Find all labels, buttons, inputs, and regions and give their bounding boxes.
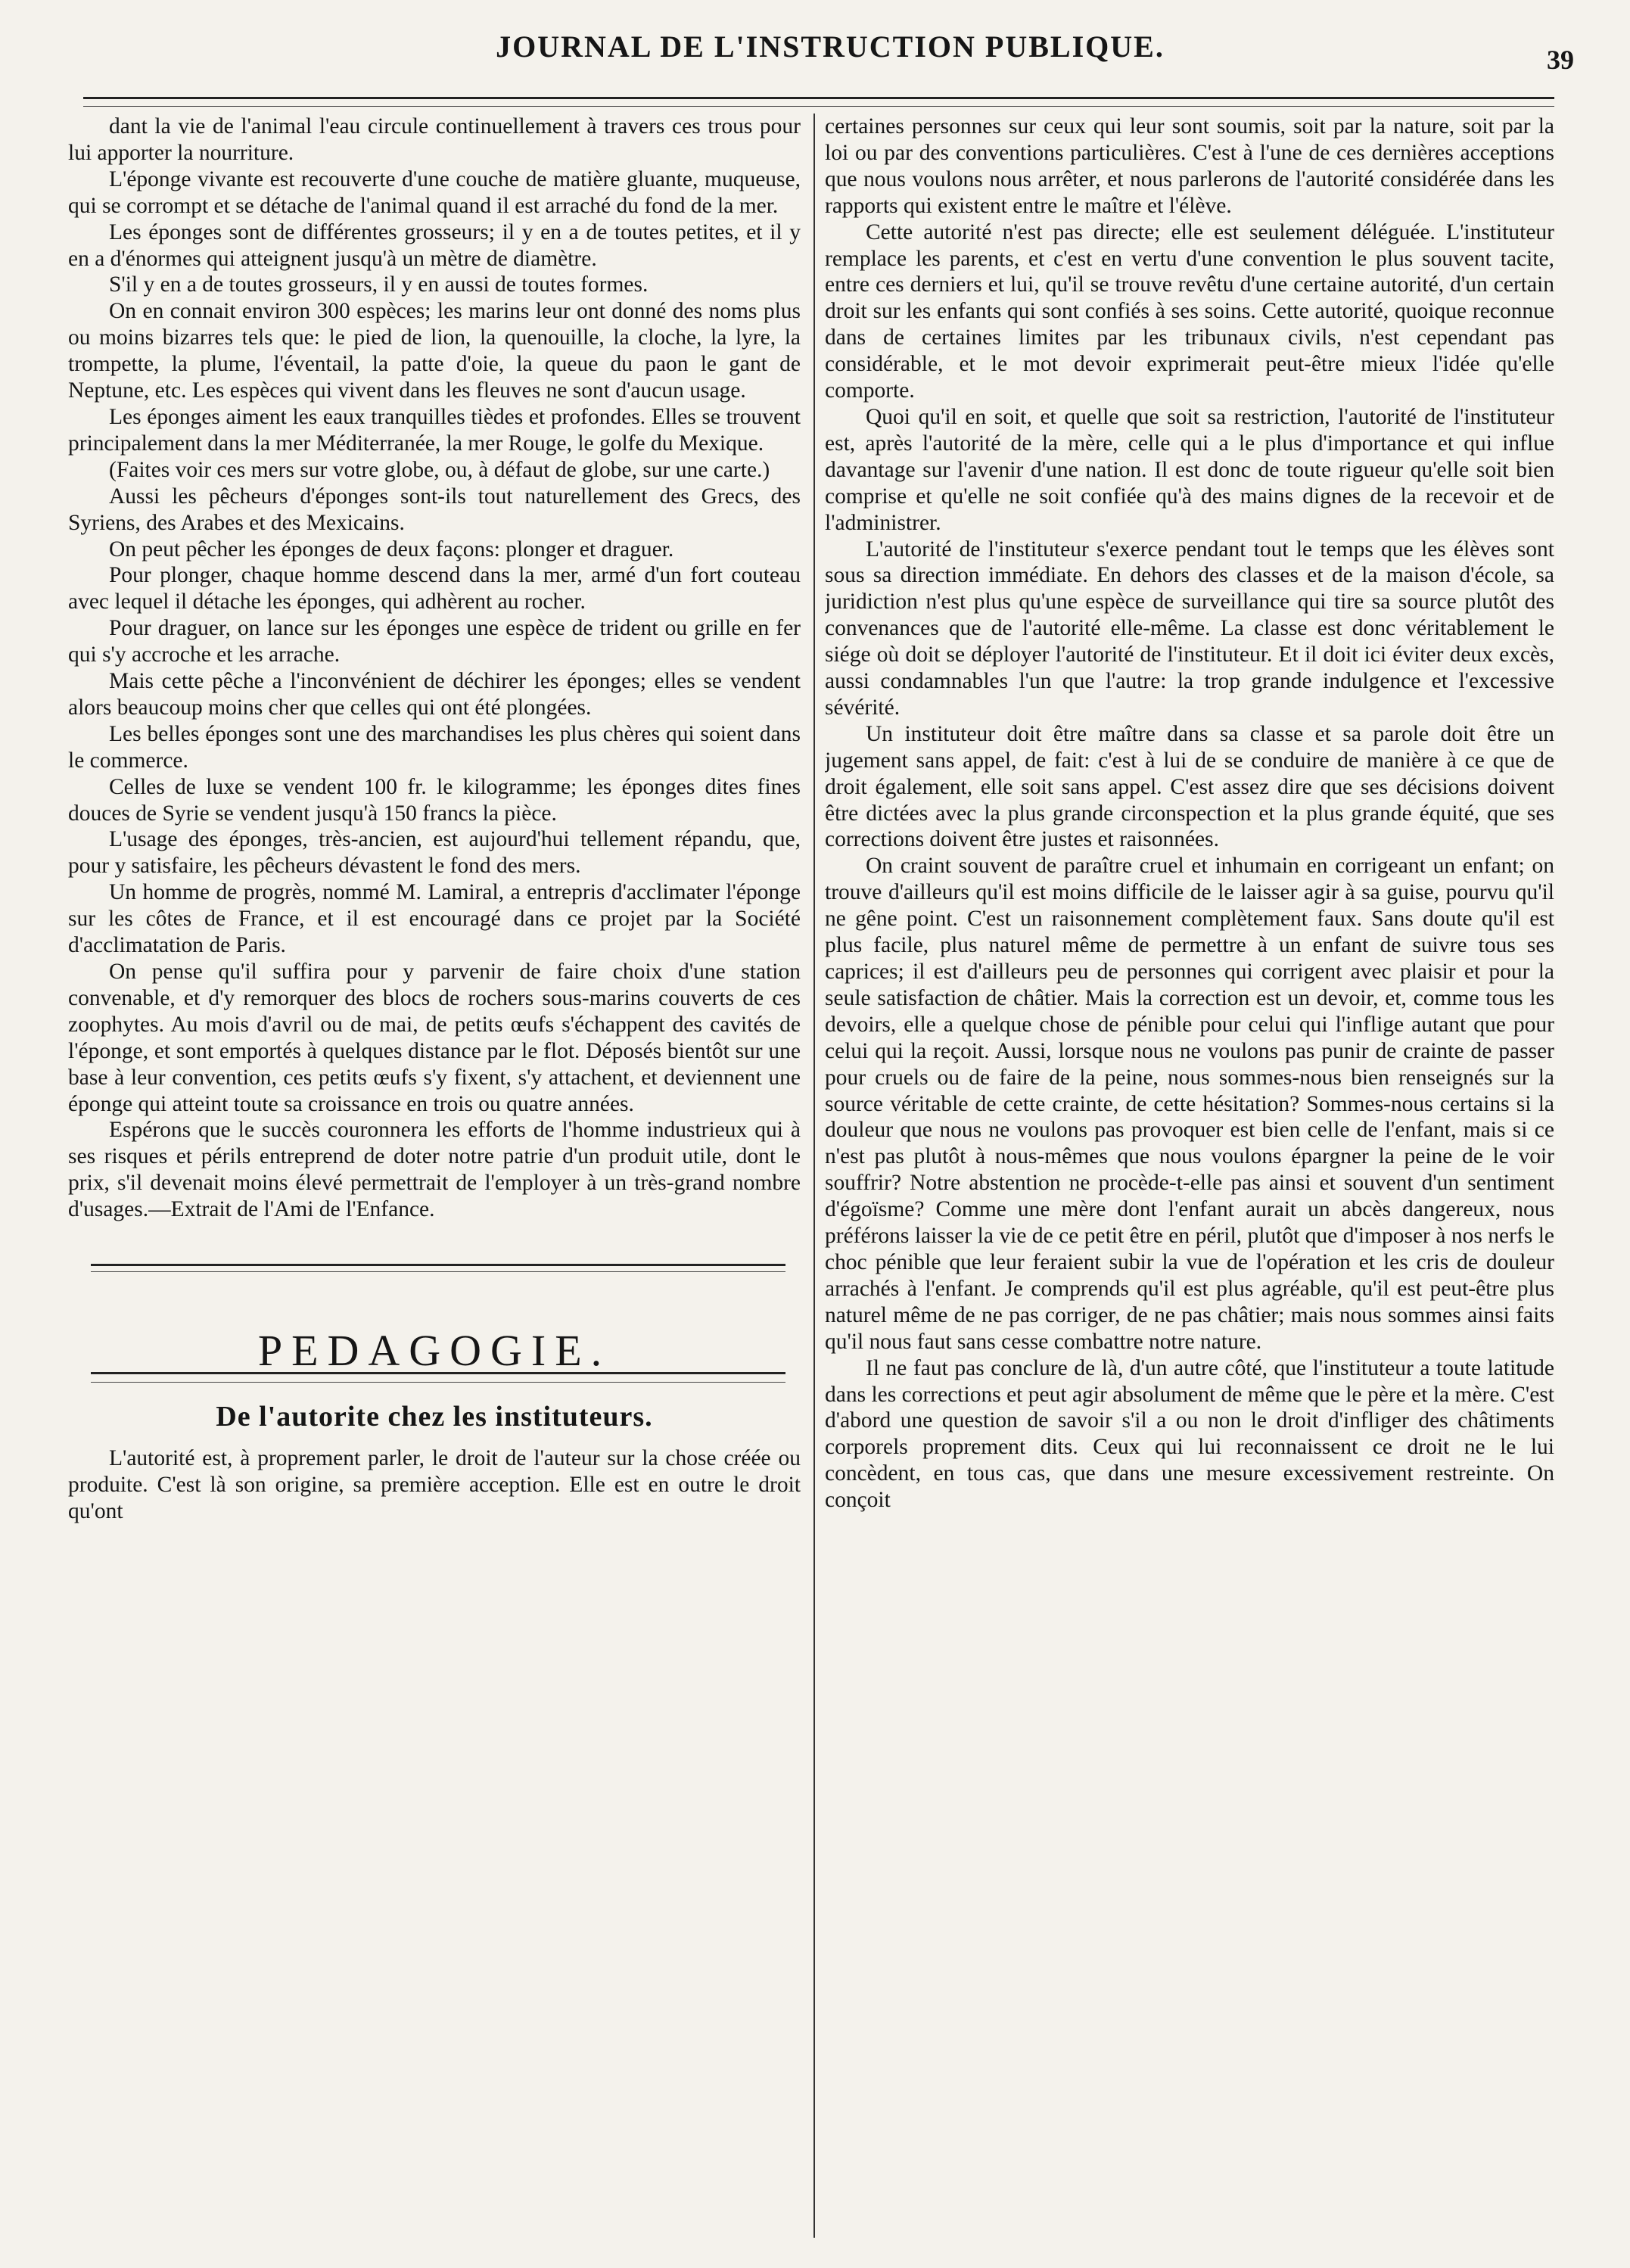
- paragraph: L'autorité de l'instituteur s'exerce pendant tout le temps que les élèves sont sous sa direction immédiate. En dehors des classes et de la maison d'école, sa juridiction n'est plus qu'une espèce de surveillance qui tire sa source plutôt des convenances que de l'autorité elle-même. La classe est donc véritablement le siége où doit se déployer l'autorité de l'instituteur. Et il doit ici éviter deux excès, aussi condamnables l'un que l'autre: la trop grande indulgence et l'excessive sévérité.: [825, 537, 1554, 720]
- right-column: [825, 114, 1554, 2238]
- paragraph: dant la vie de l'animal l'eau circule continuellement à travers ces trous pour lui apporter la nourriture.: [68, 114, 801, 165]
- paragraph: L'usage des éponges, très-ancien, est aujourd'hui tellement répandu, que, pour y satisfaire, les pêcheurs dévastent le fond des mers.: [68, 827, 801, 879]
- paragraph: (Faites voir ces mers sur votre globe, ou, à défaut de globe, sur une carte.): [109, 457, 770, 482]
- page-header: [83, 24, 1577, 75]
- article-title: De l'autorite chez les instituteurs.: [216, 1400, 653, 1433]
- paragraph: L'éponge vivante est recouverte d'une couche de matière gluante, muqueuse, qui se corrompt et se détache de l'animal quand il est arraché du fond de la mer.: [68, 166, 801, 218]
- paragraph: On en connait environ 300 espèces; les marins leur ont donné des noms plus ou moins bizarres tels que: le pied de lion, la quenouille, la cloche, la lyre, la trompette, la plume, l'éventail, la patte d'oie, la queue du paon le gant de Neptune, etc. Les espèces qui vivent dans les fleuves ne sont d'aucun usage.: [68, 299, 801, 403]
- paragraph: Mais cette pêche a l'inconvénient de déchirer les éponges; elles se vendent alors beaucoup moins cher que celles qui ont été plongées.: [68, 669, 801, 720]
- left-column: [68, 114, 801, 2238]
- paragraph: On pense qu'il suffira pour y parvenir de faire choix d'une station convenable, et d'y remorquer des blocs de rochers sous-marins couverts de ces zoophytes. Au mois d'avril ou de mai, de petits œufs s'échappent des cavités de l'éponge, et sont emportés à quelques distance par le flot. Déposés bientôt sur une base à leur convention, ces petits œufs s'y fixent, s'y attachent, et deviennent une éponge qui atteint toute sa croissance en trois ou quatre années.: [68, 960, 801, 1116]
- section-heading: PEDAGOGIE.: [257, 1326, 611, 1376]
- paragraph: Les belles éponges sont une des marchandises les plus chères qui soient dans le commerce.: [68, 721, 801, 773]
- paragraph: Pour draguer, on lance sur les éponges une espèce de trident ou grille en fer qui s'y accroche et les arrache.: [68, 616, 801, 667]
- paragraph: S'il y en a de toutes grosseurs, il y en aussi de toutes formes.: [109, 272, 649, 297]
- column-divider: [813, 114, 815, 2238]
- page-number: 39: [1547, 45, 1574, 75]
- section-break: [68, 1223, 801, 1329]
- paragraph: Les éponges aiment les eaux tranquilles tièdes et profondes. Elles se trouvent principalement dans la mer Méditerranée, la mer Rouge, le golfe du Mexique.: [68, 404, 801, 456]
- paragraph: Cette autorité n'est pas directe; elle est seulement déléguée. L'instituteur remplace les parents, et c'est en vertu d'une convention le plus souvent tacite, entre ces derniers et lui, qu'il se trouve revêtu d'une certaine autorité, d'un certain droit sur les enfants qui sont confiés à ses soins. Cette autorité, quoique reconnue dans de certaines limites par les tribunaux civils, n'est cependant pas considérable, et le mot devoir exprimerait peut-être mieux l'idée qu'elle comporte.: [825, 219, 1554, 403]
- paragraph: Un instituteur doit être maître dans sa classe et sa parole doit être un jugement sans appel, de fait: c'est à lui de se conduire de manière à ce que de droit également, elle soit sans appel. C'est assez dire que ses décisions doivent être dictées avec la plus grande circonspection et la plus grande équité, que ses corrections doivent être justes et raisonnées.: [825, 721, 1554, 852]
- paragraph: Pour plonger, chaque homme descend dans la mer, armé d'un fort couteau avec lequel il détache les éponges, qui adhèrent au rocher.: [68, 563, 801, 614]
- paragraph: On craint souvent de paraître cruel et inhumain en corrigeant un enfant; on trouve d'ailleurs qu'il est moins difficile de le laisser agir à sa guise, pourvu qu'il ne gêne point. C'est un raisonnement complètement faux. Sans doute qu'il est plus facile, plus naturel même de permettre à un enfant de suivre tous ses caprices; il est d'ailleurs peu de personnes qui corrigent avec plaisir et pour la seule satisfaction de châtier. Mais la correction est un devoir, et, comme tous les devoirs, elle a quelque chose de pénible pour celui qui l'inflige autant que pour celui qui la reçoit. Aussi, lorsque nous ne voulons pas punir de crainte de passer pour cruels ou de faire de la peine, nous sommes-nous bien renseignés sur la source véritable de cette crainte, de cette hésitation? Sommes-nous certains si la douleur que nous ne voulons pas provoquer est bien celle de l'enfant, mais si ce n'est pas plutôt à nous-mêmes que nous voulons épargner la peine de le voir souffrir? Notre abstention ne procède-t-elle pas ainsi et souvent d'un sentiment d'égoïsme? Comme une mère dont l'enfant aurait un abcès dangereux, nous préférons laisser la vie de ce petit être en péril, plutôt que d'imposer à nos nerfs le choc pénible que leur feraient subir la vue de l'opération et les cris de douleur arrachés à l'enfant. Je comprends qu'il est plus agréable, qu'il est peut-être plus naturel même de ne pas corriger, de ne pas châtier; mais nous sommes ainsi faits qu'il nous faut sans cesse combattre notre nature.: [825, 854, 1554, 1354]
- paragraph: Celles de luxe se vendent 100 fr. le kilogramme; les éponges dites fines douces de Syrie se vendent jusqu'à 150 francs la pièce.: [68, 774, 801, 826]
- running-title: JOURNAL DE L'INSTRUCTION PUBLIQUE.: [496, 30, 1165, 64]
- paragraph: Aussi les pêcheurs d'éponges sont-ils tout naturellement des Grecs, des Syriens, des Arabes et des Mexicains.: [68, 484, 801, 535]
- paragraph: Quoi qu'il en soit, et quelle que soit sa restriction, l'autorité de l'instituteur est, après l'autorité de la mère, celle qui a le plus d'importance et qui influe davantage sur l'avenir d'une nation. Il est donc de toute rigueur qu'elle soit bien comprise et qu'elle ne soit confiée qu'à des mains dignes de la recevoir et de l'administrer.: [825, 404, 1554, 535]
- header-rule: [83, 97, 1554, 107]
- section-rule: [91, 1264, 785, 1272]
- two-column-body: [68, 114, 1554, 2238]
- paragraph: On peut pêcher les éponges de deux façons: plonger et draguer.: [109, 537, 674, 562]
- paragraph: Il ne faut pas conclure de là, d'un autre côté, que l'instituteur a toute latitude dans les corrections et peut agir absolument de même que le père et la mère. C'est d'abord une question de savoir s'il a ou non le droit d'infliger des châtiments corporels proprement dits. Ceux qui lui reconnaissent ce droit ne le lui concèdent, en tous cas, que dans une mesure excessivement restreinte. On conçoit: [825, 1355, 1554, 1513]
- paragraph: certaines personnes sur ceux qui leur sont soumis, soit par la nature, soit par la loi ou par des conventions particulières. C'est à l'une de ces dernières acceptions que nous voulons nous arrêter, et nous parlerons de l'autorité considérée dans les rapports qui existent entre le maître et l'élève.: [825, 114, 1554, 218]
- paragraph: Un homme de progrès, nommé M. Lamiral, a entrepris d'acclimater l'éponge sur les côtes de France, et il est encouragé dans ce projet par la Société d'acclimatation de Paris.: [68, 880, 801, 958]
- paragraph: Les éponges sont de différentes grosseurs; il y en a de toutes petites, et il y en a d'énormes qui atteignent jusqu'à un mètre de diamètre.: [68, 219, 801, 271]
- paragraph: Espérons que le succès couronnera les efforts de l'homme industrieux qui à ses risques et périls entreprend de doter notre patrie d'un produit utile, dont le prix, s'il devenait moins élevé permettrait de l'employer à un très-grand nombre d'usages.—Extrait de l'Ami de l'Enfance.: [68, 1118, 801, 1222]
- paragraph: L'autorité est, à proprement parler, le droit de l'auteur sur la chose créée ou produite. C'est là son origine, sa première acception. Elle est en outre le droit qu'ont: [68, 1445, 801, 1523]
